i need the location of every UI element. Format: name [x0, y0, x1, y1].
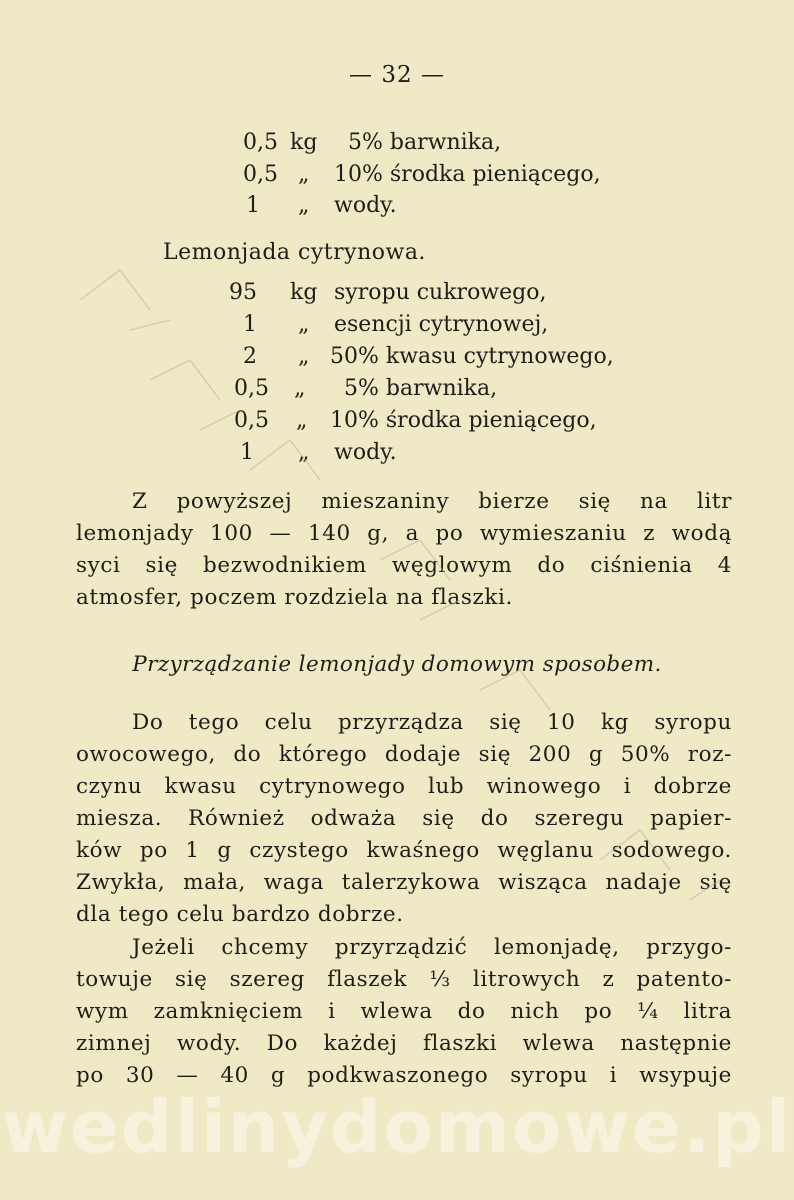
ingredient: 5% barwnika, — [344, 376, 498, 401]
text-line: czynu kwasu cytrynowego lub winowego i dobrze — [76, 774, 732, 799]
ingredient: 5% barwnika, — [348, 130, 502, 155]
watermark: wedlinydomowe.pl — [1, 1085, 793, 1169]
recipe-line — [0, 130, 794, 160]
section-heading-home-method: Przyrządzanie lemonjady domowym sposobem. — [132, 652, 662, 677]
text-line: Zwykła, mała, waga talerzykowa wisząca nadaje się — [76, 870, 732, 895]
recipe-line — [0, 344, 794, 374]
ingredient: syropu cukrowego, — [334, 280, 547, 305]
paragraph-bottles — [76, 932, 732, 1092]
recipe-line — [0, 280, 794, 310]
unit: „ — [298, 193, 310, 218]
text-line: po 30 — 40 g podkwaszonego syropu i wsypuje — [76, 1063, 732, 1088]
quantity: 0,5 — [243, 162, 278, 187]
recipe-line — [0, 440, 794, 470]
text-line: syci się bezwodnikiem węglowym do ciśnienia 4 — [76, 553, 732, 578]
unit: „ — [298, 162, 310, 187]
page-number: — 32 — — [349, 62, 445, 88]
quantity: 1 — [240, 440, 254, 465]
text-line: Z powyższej mieszaniny bierze się na litr — [132, 489, 732, 514]
quantity: 0,5 — [243, 130, 278, 155]
unit: „ — [294, 376, 306, 401]
unit: kg — [290, 280, 318, 305]
text-line: ków po 1 g czystego kwaśnego węglanu sodowego. — [76, 838, 732, 863]
recipe-line — [0, 162, 794, 192]
paragraph-mixture — [76, 486, 732, 614]
text-line: dla tego celu bardzo dobrze. — [76, 902, 404, 927]
text-line: Jeżeli chcemy przyrządzić lemonjadę, przygo- — [132, 935, 732, 960]
text-line: Do tego celu przyrządza się 10 kg syropu — [132, 710, 732, 735]
text-line: atmosfer, poczem rozdziela na flaszki. — [76, 585, 513, 610]
recipe-line — [0, 312, 794, 342]
section-heading-lemonade: Lemonjada cytrynowa. — [163, 240, 426, 265]
unit: „ — [298, 312, 310, 337]
text-line: towuje się szereg flaszek ⅓ litrowych z patento- — [76, 967, 732, 992]
ingredient: wody. — [334, 440, 397, 465]
recipe-line — [0, 376, 794, 406]
quantity: 2 — [243, 344, 257, 369]
quantity: 95 — [229, 280, 257, 305]
quantity: 0,5 — [234, 408, 269, 433]
unit: „ — [298, 440, 310, 465]
ingredient: 10% środka pieniącego, — [334, 162, 601, 187]
text-line: wym zamknięciem i wlewa do nich po ¼ litra — [76, 999, 732, 1024]
unit: „ — [298, 344, 310, 369]
ingredient: wody. — [334, 193, 397, 218]
text-line: miesza. Również odważa się do szeregu papier- — [76, 806, 732, 831]
recipe-line — [0, 193, 794, 223]
ingredient: 10% środka pieniącego, — [330, 408, 597, 433]
unit: „ — [296, 408, 308, 433]
text-line: lemonjady 100 — 140 g, a po wymieszaniu z wodą — [76, 521, 732, 546]
ingredient: 50% kwasu cytrynowego, — [330, 344, 614, 369]
text-line: owocowego, do którego dodaje się 200 g 50% roz- — [76, 742, 732, 767]
quantity: 0,5 — [234, 376, 269, 401]
unit: kg — [290, 130, 318, 155]
ingredient: esencji cytrynowej, — [334, 312, 549, 337]
quantity: 1 — [246, 193, 260, 218]
quantity: 1 — [243, 312, 257, 337]
recipe-line — [0, 408, 794, 438]
paragraph-preparation — [76, 707, 732, 931]
text-line: zimnej wody. Do każdej flaszki wlewa następnie — [76, 1031, 732, 1056]
